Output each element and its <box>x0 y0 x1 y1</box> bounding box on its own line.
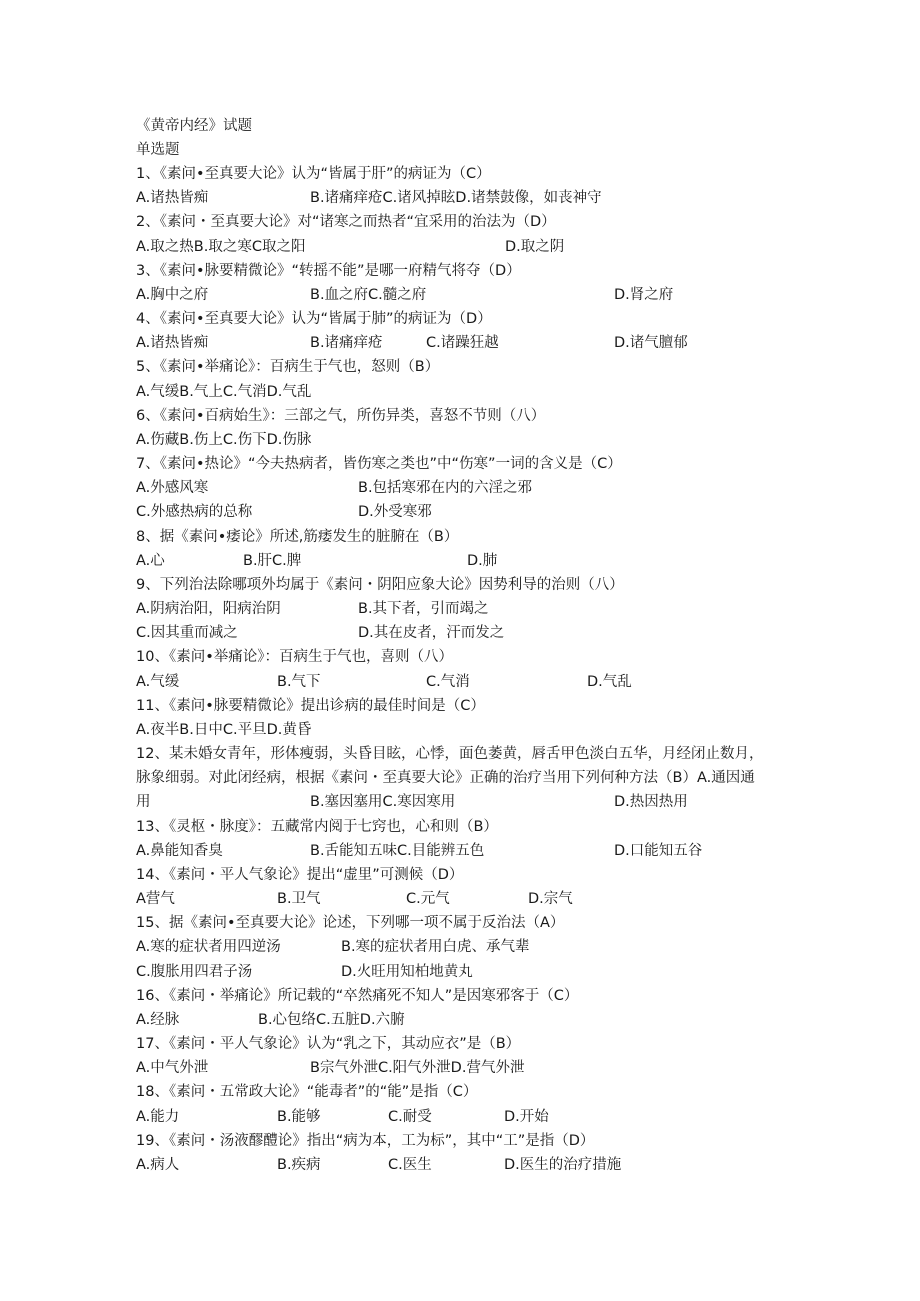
question-16-option: B.心包络C.五脏D.六腑 <box>258 1012 405 1028</box>
question-15-stem: 15、据《素问•至真要大论》论述，下列哪一项不属于反治法（A） <box>136 915 565 931</box>
question-13-stem: 13、《灵枢・脉度》：五藏常内阅于七窍也，心和则（B） <box>136 819 498 835</box>
question-7-option: A.外感风寒 <box>136 480 209 496</box>
question-12-option: B.塞因塞用C.寒因寒用 <box>310 794 456 810</box>
question-10-option: C.气消 <box>426 674 470 690</box>
question-19-stem: 19、《素问・汤液醪醴论》指出“病为本，工为标”，其中“工”是指（D） <box>136 1133 595 1149</box>
question-18-option: D.开始 <box>504 1109 549 1125</box>
question-12-option: D.热因热用 <box>614 794 688 810</box>
question-19-option: B.疾病 <box>277 1157 321 1173</box>
question-5-stem: 5、《素问•举痛论》：百病生于气也，怒则（B） <box>136 359 440 375</box>
question-4-option: B.诸痛痒疮 <box>310 335 383 351</box>
question-14-option: A营气 <box>136 891 175 907</box>
question-6-option: A.伤藏B.伤上C.伤下D.伤脉 <box>136 432 312 448</box>
question-7-option: C.外感热病的总称 <box>136 504 253 520</box>
question-4-option: D.诸气膻郁 <box>614 335 688 351</box>
question-8-stem: 8、据《素问•痿论》所述,筋痿发生的脏腑在（B） <box>136 529 459 545</box>
section-heading: 单选题 <box>136 142 180 158</box>
question-8-option: D.肺 <box>467 553 498 569</box>
question-10-option: B.气下 <box>277 674 321 690</box>
question-13-option: A.鼻能知香臭 <box>136 843 223 859</box>
question-7-option: D.外受寒邪 <box>358 504 432 520</box>
question-1-option: A.诸热皆痴 <box>136 190 209 206</box>
question-18-option: C.耐受 <box>388 1109 432 1125</box>
question-12-stem: 12、某未婚女青年，形体瘦弱，头昏目眩，心悸，面色萎黄，唇舌甲色淡白五华，月经闭止数月， <box>136 746 764 762</box>
question-12-option: 用 <box>136 794 151 810</box>
question-14-option: C.元气 <box>406 891 450 907</box>
question-18-stem: 18、《素问・五常政大论》“能毒者”的“能”是指（C） <box>136 1084 478 1100</box>
question-13-option: D.口能知五谷 <box>614 843 703 859</box>
question-10-stem: 10、《素问•举痛论》：百病生于气也，喜则（八） <box>136 649 454 665</box>
question-3-option: A.胸中之府 <box>136 287 209 303</box>
question-1-option: B.诸痛痒疮C.诸风掉眩D.诸禁鼓像，如丧神守 <box>310 190 602 206</box>
question-3-option: B.血之府C.髓之府 <box>310 287 427 303</box>
question-17-option: A.中气外泄 <box>136 1060 209 1076</box>
question-19-option: A.病人 <box>136 1157 180 1173</box>
question-14-option: D.宗气 <box>528 891 573 907</box>
question-9-option: A.阴病治阳，阳病治阴 <box>136 601 281 617</box>
question-7-stem: 7、《素问•热论》“今夫热病者，皆伤寒之类也”中“伤寒”一词的含义是（C） <box>136 456 622 472</box>
question-9-option: C.因其重而减之 <box>136 625 238 641</box>
question-11-stem: 11、《素问•脉要精微论》提出诊病的最佳时间是（C） <box>136 698 485 714</box>
question-6-stem: 6、《素问•百病始生》：三部之气，所伤异类，喜怒不节则（八） <box>136 408 546 424</box>
question-12-stem-cont: 脉象细弱。对此闭经病，根据《素问・至真要大论》正确的治疗当用下列何种方法（B）A.通因通 <box>136 770 755 786</box>
question-3-stem: 3、《素问•脉要精微论》“转摇不能”是哪一府精气将夺（D） <box>136 263 521 279</box>
question-19-option: C.医生 <box>388 1157 432 1173</box>
question-8-option: A.心 <box>136 553 165 569</box>
question-4-option: C.诸躁狂越 <box>426 335 499 351</box>
question-19-option: D.医生的治疗措施 <box>504 1157 622 1173</box>
question-15-option: D.火旺用知柏地黄丸 <box>341 964 473 980</box>
question-5-option: A.气缓B.气上C.气消D.气乱 <box>136 384 312 400</box>
question-18-option: B.能够 <box>277 1109 321 1125</box>
question-3-option: D.肾之府 <box>614 287 674 303</box>
question-10-option: D.气乱 <box>587 674 632 690</box>
question-11-option: A.夜半B.日中C.平旦D.黄昏 <box>136 722 312 738</box>
question-2-stem: 2、《素问・至真要大论》对“诸寒之而热者“宜采用的治法为（D） <box>136 214 556 230</box>
question-9-option: B.其下者，引而竭之 <box>358 601 489 617</box>
question-17-option: B宗气外泄C.阳气外泄D.营气外泄 <box>310 1060 525 1076</box>
question-2-option: A.取之热B.取之寒C取之阳 <box>136 239 306 255</box>
question-10-option: A.气缓 <box>136 674 180 690</box>
question-15-option: A.寒的症状者用四逆汤 <box>136 939 281 955</box>
question-15-option: B.寒的症状者用白虎、承气辈 <box>341 939 530 955</box>
question-7-option: B.包括寒邪在内的六淫之邪 <box>358 480 533 496</box>
question-4-stem: 4、《素问•至真要大论》认为“皆属于肺”的病证为（D） <box>136 311 492 327</box>
document-title: 《黄帝内经》试题 <box>136 118 252 134</box>
question-13-option: B.舌能知五味C.目能辨五色 <box>310 843 485 859</box>
question-17-stem: 17、《素问・平人气象论》认为“乳之下，其动应衣”是（B） <box>136 1036 521 1052</box>
question-14-stem: 14、《素问・平人气象论》提出“虚里”可测候（D） <box>136 867 464 883</box>
question-18-option: A.能力 <box>136 1109 180 1125</box>
question-9-stem: 9、下列治法除哪项外均属于《素问・阴阳应象大论》因势利导的治则（八） <box>136 577 624 593</box>
question-16-stem: 16、《素问・举痛论》所记载的“卒然痛死不知人”是因寒邪客于（C） <box>136 988 579 1004</box>
question-14-option: B.卫气 <box>277 891 321 907</box>
question-9-option: D.其在皮者，汗而发之 <box>358 625 505 641</box>
question-2-option: D.取之阴 <box>505 239 565 255</box>
question-4-option: A.诸热皆痴 <box>136 335 209 351</box>
question-15-option: C.腹胀用四君子汤 <box>136 964 253 980</box>
question-8-option: B.肝C.脾 <box>243 553 302 569</box>
question-16-option: A.经脉 <box>136 1012 180 1028</box>
question-1-stem: 1、《素问•至真要大论》认为“皆属于肝”的病证为（C） <box>136 166 491 182</box>
